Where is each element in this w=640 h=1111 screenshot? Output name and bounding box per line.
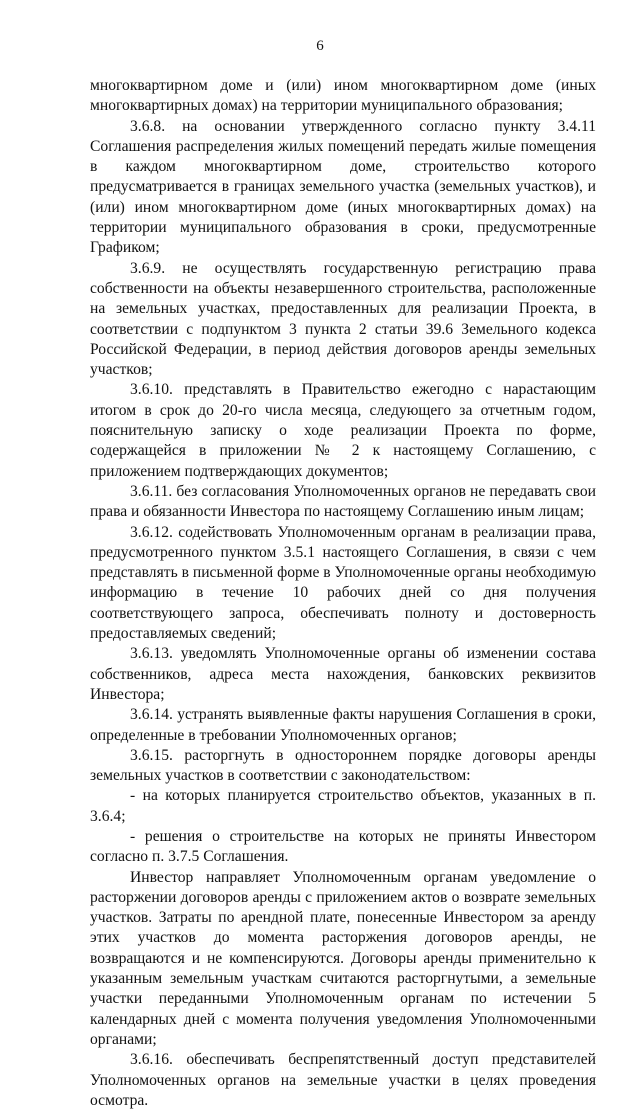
paragraph-3-6-15: 3.6.15. расторгнуть в одностороннем порядке договоры аренды земельных участков в соответствии с законодательством:: [90, 746, 596, 785]
list-item-decisions: - решения о строительстве на которых не приняты Инвестором согласно п. 3.7.5 Соглашения.: [90, 827, 596, 866]
document-body: [90, 76, 596, 1111]
paragraph-3-6-13: 3.6.13. уведомлять Уполномоченные органы об изменении состава собственников, адреса места нахождения, банковских реквизитов Инвестора;: [90, 645, 596, 703]
paragraph-3-6-9: 3.6.9. не осуществлять государственную регистрацию права собственности на объекты незавершенного строительства, расположенные на земельных участках, предоставленных для реализации Проекта, в соответствии с подпунктом 3 пункта 2 статьи 39.6 Земельного кодекса Российской Федерации, в период действия договоров аренды земельных участков;: [90, 259, 596, 379]
list-item-objects: - на которых планируется строительство объектов, указанных в п. 3.6.4;: [90, 787, 596, 825]
paragraph-3-6-14: 3.6.14. устранять выявленные факты нарушения Соглашения в сроки, определенные в требовании Уполномоченных органов;: [90, 706, 596, 744]
paragraph-3-6-10: 3.6.10. представлять в Правительство ежегодно с нарастающим итогом в срок до 20-го числа месяца, следующего за отчетным годом, пояснительную записку о ходе реализации Проекта по форме, содержащейся в приложении № 2 к настоящему Соглашению, с приложением подтверждающих документов;: [90, 381, 596, 480]
paragraph-3-6-11: 3.6.11. без согласования Уполномоченных органов не передавать свои права и обязанности Инвестора по настоящему Соглашению иным лицам;: [90, 482, 596, 521]
paragraph-continuation: многоквартирном доме и (или) ином многоквартирном доме (иных многоквартирных домах) на территории муниципального образования;: [90, 77, 596, 115]
paragraph-3-6-12: 3.6.12. содействовать Уполномоченным органам в реализации права, предусмотренного пунктом 3.5.1 настоящего Соглашения, в связи с чем представлять в письменной форме в Уполномоченные органы необходимую информацию в течение 10 рабочих дней со дня получения соответствующего запроса, обеспечивать полноту и достоверность предоставляемых сведений;: [90, 523, 596, 643]
paragraph-investor-notice: Инвестор направляет Уполномоченным органам уведомление о расторжении договоров аренды с приложением актов о возврате земельных участков. Затраты по арендной плате, понесенные Инвестором за аренду этих участков до момента расторжения договоров аренды, не возвращаются и не компенсируются. Договоры аренды применительно к указанным земельным участкам считаются расторгнутыми, а земельные участки переданными Уполномоченным органам по истечении 5 календарных дней с момента получения уведомления Уполномоченными органами;: [90, 868, 596, 1048]
page-number: 6: [316, 38, 324, 54]
paragraph-3-6-8: 3.6.8. на основании утвержденного согласно пункту 3.4.11 Соглашения распределения жилых помещений передать жилые помещения в каждом многоквартирном доме, строительство которого предусматривается в границах земельного участка (земельных участков), и (или) ином многоквартирном доме (иных многоквартирных домах) на территории муниципального образования в сроки, предусмотренные Графиком;: [90, 117, 596, 257]
paragraph-3-6-16: 3.6.16. обеспечивать беспрепятственный доступ представителей Уполномоченных органов на земельные участки в целях проведения осмотра.: [90, 1051, 596, 1109]
